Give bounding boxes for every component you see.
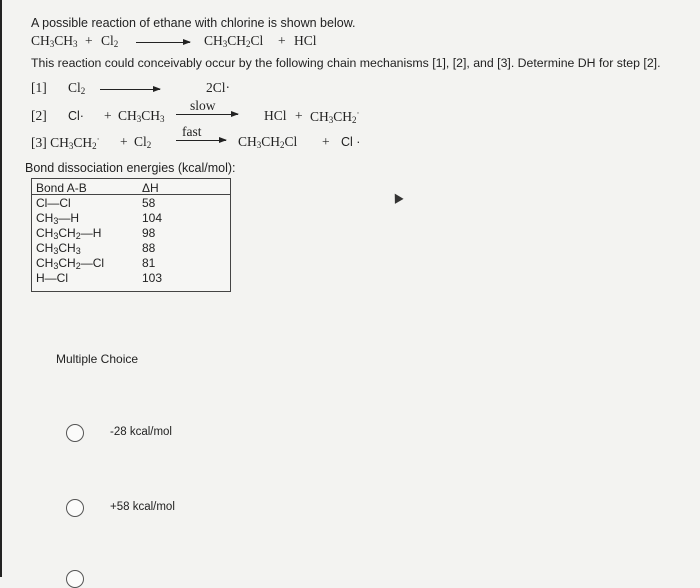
bde-table-header	[32, 181, 230, 195]
bond-cell: $CH_3CH_3$	[36, 241, 81, 256]
question-prompt: This reaction could conceivably occur by the following chain mechanisms [1], [2], and [3]. Determine DH for step [2].	[31, 56, 661, 70]
overall-reactant-ethane: $CH_3CH_3$	[31, 33, 78, 49]
dh-cell: 81	[142, 256, 156, 270]
bond-cell: Cl—Cl	[36, 196, 71, 210]
option-2-radio[interactable]	[66, 499, 84, 517]
step2-product-ethyl-radical: $CH_3CH_2^\cdot$	[310, 108, 360, 125]
overall-plus: +	[85, 33, 93, 48]
step3-label: [3] $CH_3CH_2^\cdot$	[31, 134, 100, 151]
question-intro: A possible reaction of ethane with chlorine is shown below.	[31, 16, 356, 30]
step2-plus-2: +	[295, 108, 303, 123]
dh-cell: 58	[142, 196, 156, 210]
mouse-cursor-icon	[390, 191, 403, 204]
dh-cell: 103	[142, 271, 163, 285]
table-row	[32, 196, 230, 210]
table-row	[32, 241, 230, 255]
step2-arrow-label: slow	[190, 98, 216, 113]
option-2-label[interactable]: +58 kcal/mol	[110, 501, 175, 513]
option-3-radio[interactable]	[66, 570, 84, 588]
bond-cell: $CH_3—H$	[36, 211, 80, 226]
step2-label: [2]	[31, 108, 47, 123]
step3-reactant-chlorine: $Cl_2$	[134, 134, 152, 150]
step2-reactant-ethane: $CH_3CH_3$	[118, 108, 165, 124]
step3-product-chloroethane: $CH_3CH_2Cl$	[238, 134, 298, 150]
step1-product: 2Cl·	[206, 80, 231, 95]
step3-arrow-label: fast	[182, 124, 202, 139]
table-row	[32, 226, 230, 240]
step2-plus: +	[104, 108, 112, 123]
reaction-arrow	[136, 42, 190, 43]
option-1-radio[interactable]	[66, 424, 84, 442]
step1-label: [1]	[31, 80, 47, 95]
table-row	[32, 256, 230, 270]
bond-cell: $CH_3CH_2—H$	[36, 226, 102, 241]
step3-arrow	[176, 140, 226, 141]
dh-cell: 88	[142, 241, 156, 255]
dh-cell: 104	[142, 211, 163, 225]
bde-col-dh: ΔH	[142, 181, 159, 195]
bde-title: Bond dissociation energies (kcal/mol):	[25, 161, 236, 175]
table-row	[32, 271, 230, 285]
bond-cell: $CH_3CH_2—Cl$	[36, 256, 105, 271]
bond-cell: H—Cl	[36, 271, 68, 285]
step1-arrow	[100, 89, 160, 90]
step3-product-radical: Cl ·	[341, 135, 361, 149]
step3-plus-2: +	[322, 134, 330, 149]
bde-table	[31, 178, 231, 292]
step2-arrow	[176, 114, 238, 115]
overall-product-hcl: HCl	[294, 33, 317, 48]
step2-product-hcl: HCl	[264, 108, 287, 123]
bde-col-bond: Bond A-B	[36, 181, 87, 195]
multiple-choice-label: Multiple Choice	[56, 352, 139, 366]
step2-reactant-radical: Cl·	[68, 109, 84, 123]
page-edge	[0, 0, 2, 577]
table-row	[32, 211, 230, 225]
overall-reactant-chlorine: $Cl_2$	[101, 33, 119, 49]
step3-plus: +	[120, 134, 128, 149]
overall-plus-2: +	[278, 33, 286, 48]
option-1-label[interactable]: -28 kcal/mol	[110, 426, 172, 438]
overall-product-chloroethane: $CH_3CH_2Cl$	[204, 33, 264, 49]
step1-reactant: $Cl_2$	[68, 80, 86, 96]
dh-cell: 98	[142, 226, 156, 240]
